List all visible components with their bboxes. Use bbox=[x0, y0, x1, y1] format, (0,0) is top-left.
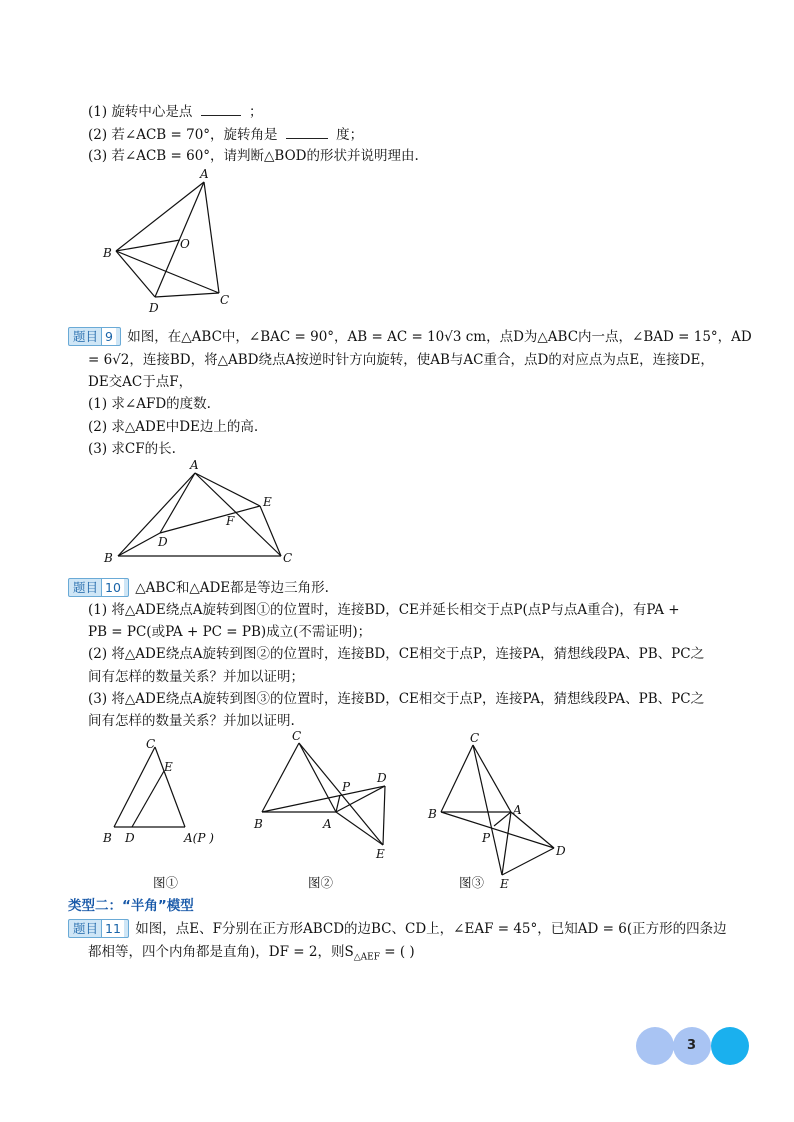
label-E: E bbox=[500, 877, 509, 891]
label-P: P bbox=[482, 831, 491, 845]
q9-part1: (1) 求∠AFD的度数. bbox=[88, 396, 211, 412]
label-C: C bbox=[470, 731, 480, 745]
segment-PA bbox=[494, 812, 511, 826]
figure-1-caption: 图① bbox=[153, 875, 179, 890]
badge-circle-right bbox=[711, 1027, 749, 1065]
q8-part3: (3) 若∠ACB = 60°，请判断△BOD的形状并说明理由. bbox=[88, 148, 419, 164]
segment-BD bbox=[441, 812, 554, 848]
segment-CE bbox=[473, 745, 502, 875]
section-heading: 类型二：“半角”模型 bbox=[68, 898, 194, 914]
label-P: P bbox=[342, 780, 351, 794]
label-A-P: A(P ) bbox=[184, 831, 214, 845]
label-B: B bbox=[103, 831, 112, 845]
q9-line2: = 6√2，连接BD，将△ABD绕点A按逆时针方向旋转，使AB与AC重合，点D的对应点为点E，连接DE， bbox=[88, 352, 714, 368]
q9-line3: DE交AC于点F， bbox=[88, 374, 193, 390]
q9-part2: (2) 求△ADE中DE边上的高. bbox=[88, 419, 259, 435]
figure-3-caption: 图③ bbox=[459, 875, 485, 890]
q9-line1: 题目 9 如图，在△ABC中，∠BAC = 90°，AB = AC = 10√3 cm，点D为△ABC内一点，∠BAD = 15°，AD bbox=[68, 327, 752, 347]
q10-part3a: (3) 将△ADE绕点A旋转到图③的位置时，连接BD，CE相交于点P，连接PA，猜想线段PA、PB、PC之 bbox=[88, 691, 705, 707]
q8-part2: (2) 若∠ACB = 70°，旋转角是 度； bbox=[88, 124, 363, 145]
q10-line1: 题目 10 △ABC和△ADE都是等边三角形. bbox=[68, 578, 329, 598]
page-number: 3 bbox=[687, 1038, 697, 1053]
segment-CA bbox=[473, 745, 511, 812]
segment-AE bbox=[502, 812, 511, 875]
label-E: E bbox=[376, 847, 385, 861]
question-tag: 题目 11 bbox=[68, 919, 129, 938]
label-D: D bbox=[158, 535, 168, 549]
label-C: C bbox=[292, 729, 302, 743]
label-A: A bbox=[323, 817, 332, 831]
label-E: E bbox=[263, 495, 272, 509]
q10-part2a: (2) 将△ADE绕点A旋转到图②的位置时，连接BD，CE相交于点P，连接PA，猜想线段PA、PB、PC之 bbox=[88, 646, 705, 662]
page-number-badge bbox=[636, 1027, 752, 1067]
question-tag: 题目 10 bbox=[68, 578, 129, 597]
label-A: A bbox=[513, 803, 522, 817]
label-A: A bbox=[200, 167, 209, 181]
label-B: B bbox=[428, 807, 437, 821]
q8-part1: (1) 旋转中心是点 ； bbox=[88, 101, 263, 122]
figure-2-caption: 图② bbox=[308, 875, 334, 890]
label-D: D bbox=[149, 301, 159, 315]
q10-part2b: 间有怎样的数量关系？并加以证明； bbox=[88, 669, 304, 685]
segment-DE bbox=[502, 848, 554, 875]
label-F: F bbox=[226, 514, 235, 528]
q11-line1: 题目 11 如图，点E、F分别在正方形ABCD的边BC、CD上，∠EAF = 45°，已知AD = 6(正方形的四条边 bbox=[68, 919, 727, 939]
label-C: C bbox=[283, 551, 293, 565]
q11-line2: 都相等，四个内角都是直角)，DF = 2，则$S_{\triangle AEF}$ = ( ) bbox=[88, 944, 415, 963]
label-C: C bbox=[220, 293, 230, 307]
q10-part1a: (1) 将△ADE绕点A旋转到图①的位置时，连接BD，CE并延长相交于点P(点P与点A重合)，有PA + bbox=[88, 602, 680, 618]
label-D: D bbox=[125, 831, 135, 845]
label-O: O bbox=[180, 237, 190, 251]
question-tag: 题目 9 bbox=[68, 327, 121, 346]
label-C: C bbox=[146, 737, 156, 751]
q10-part3b: 间有怎样的数量关系？并加以证明. bbox=[88, 713, 295, 729]
label-A: A bbox=[190, 458, 199, 472]
label-E: E bbox=[164, 760, 173, 774]
badge-circle-left bbox=[636, 1027, 674, 1065]
label-D: D bbox=[556, 844, 566, 858]
q9-part3: (3) 求CF的长. bbox=[88, 441, 176, 457]
label-B: B bbox=[104, 551, 113, 565]
label-B: B bbox=[103, 246, 112, 260]
segment-CB bbox=[441, 745, 473, 812]
label-D: D bbox=[377, 771, 387, 785]
label-B: B bbox=[254, 817, 263, 831]
segment-AD bbox=[511, 812, 554, 848]
q10-part1b: PB = PC(或PA + PC = PB)成立(不需证明)； bbox=[88, 624, 372, 640]
